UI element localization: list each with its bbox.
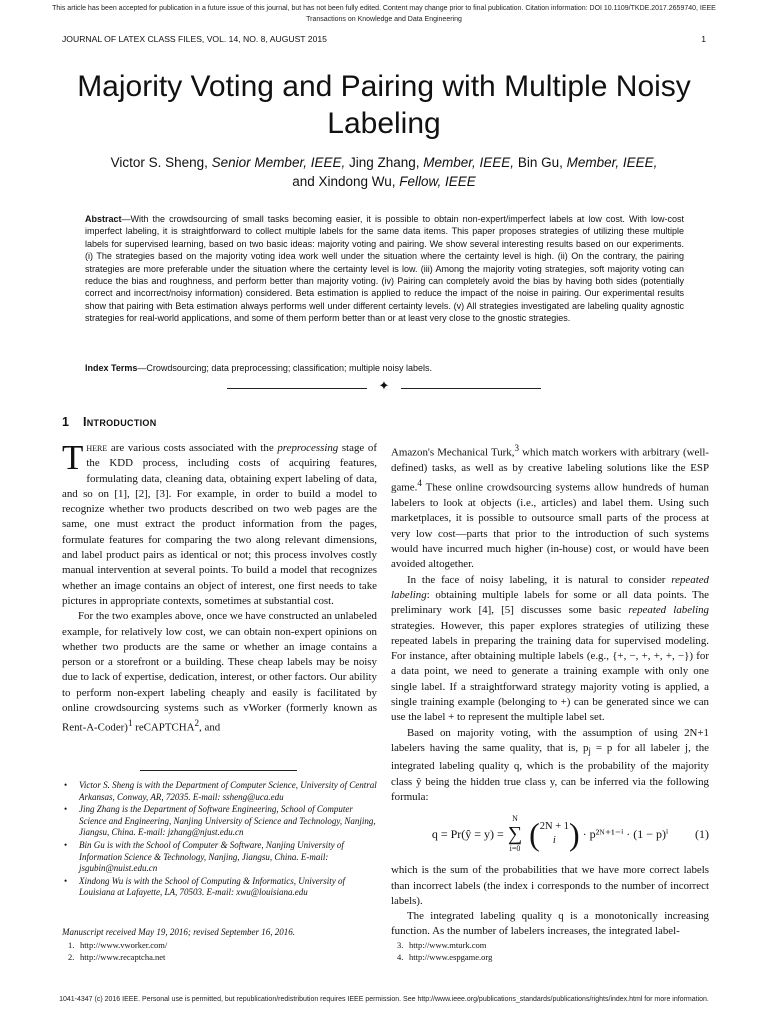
text-run: stage of the KDD process, including costs of acquiring features, formulating data, cleaning data, obtaining expert labeling of data, and so on [1], [2], [3]. For example, in order to build a model to recognize whether two products described on two web pages are the same, one must extract the product information from the pages, formulate features for comparing the two along relevant dimensions, and label product pairs as identical or not; this process involves costly manual intervention at several points. To build a model that recognizes whether an image contains an object of interest, one first needs to take pictures in appropriate contexts, sometimes at substantial cost. — [62, 442, 377, 607]
author-role: Fellow, IEEE — [399, 174, 476, 189]
author-name: and Xindong Wu, — [292, 174, 400, 189]
manuscript-dates: Manuscript received May 19, 2016; revised September 16, 2016. — [62, 927, 296, 937]
index-terms-label: Index Terms — [85, 363, 138, 373]
right-paren-icon: ) — [569, 816, 580, 853]
binomial-bottom: i — [552, 835, 556, 847]
author-line-2 — [60, 172, 708, 191]
section-number: 1 — [62, 415, 69, 429]
diamond-ornament-icon: ✦ — [378, 379, 390, 394]
abstract — [85, 213, 684, 325]
paper-title: Majority Voting and Pairing with Multiple Noisy Labeling — [77, 70, 691, 140]
footnote-item — [397, 952, 492, 964]
footnote-url[interactable]: http://www.espgame.org — [409, 951, 493, 962]
footnote-url[interactable]: http://www.vworker.com/ — [80, 940, 168, 950]
footnote-number: 2. — [68, 951, 75, 962]
footnote-url[interactable]: http://www.mturk.com — [409, 940, 487, 950]
text-run: In the face of noisy labeling, it is natural to consider — [407, 573, 672, 586]
footnote-mark: 4 — [417, 478, 422, 489]
footnotes-left — [68, 940, 167, 963]
emphasis: repeated labeling — [628, 604, 709, 617]
footnote-rule — [140, 770, 297, 771]
author-name: Victor S. Sheng, — [110, 155, 212, 170]
author-list — [60, 153, 708, 191]
subscript: j — [588, 746, 591, 757]
notice-line-2: Transactions on Knowledge and Data Engineering — [306, 16, 462, 23]
binomial-stack — [540, 820, 569, 848]
divider-line-left — [227, 388, 367, 389]
binomial-top: 2N + 1 — [539, 821, 570, 833]
footnote-number: 1. — [68, 940, 75, 950]
footnote-url[interactable]: http://www.recaptcha.net — [80, 951, 166, 962]
footnote-mark: 1 — [127, 718, 133, 729]
left-paren-icon: ( — [529, 816, 540, 853]
emphasis: repeated labeling — [391, 573, 709, 601]
author-name: Bin Gu, — [514, 155, 567, 170]
footnote-mark: 3 — [514, 443, 520, 453]
text-run: = p for all labeler j, the integrated labeling quality q, which is the probability of the majority class ŷ being the hidden true class y, can be inferred via the following formula: — [391, 741, 709, 803]
text-run: Amazon's Mechanical Turk, — [391, 446, 515, 459]
binomial — [529, 816, 580, 853]
sum-lower-limit: i=0 — [509, 844, 521, 854]
divider-line-right — [401, 388, 541, 389]
footnote-number: 3. — [397, 940, 404, 950]
text-run: reCAPTCHA — [132, 721, 195, 734]
text-run: , and — [199, 721, 221, 734]
text-run: Based on majority voting, with the assumption of using 2N+1 labelers having the same quality, that is, p — [391, 726, 709, 754]
equation — [391, 805, 709, 863]
footnote-item — [397, 940, 492, 952]
equation-number: (1) — [695, 826, 709, 841]
right-column — [391, 441, 709, 940]
text-run: These online crowdsourcing systems allow hundreds of human labelers to look at objects (i.e., articles) and label them. Using such marketplaces, it is possible to outsource small parts of the process at very low cost—parts that prior to the introduction of such systems would have incurred much higher (in-house) cost, or would have been avoided altogether. — [391, 481, 709, 571]
paragraph: The integrated labeling quality q is a monotonically increasing function. As the number of labelers increases, the integrated label- — [391, 910, 709, 938]
section-heading — [62, 415, 157, 429]
text-run: strategies. However, this paper explores strategies of utilizing these repeated labels in preparing the training data for supervised modeling. For instance, after obtaining multiple labels (e.g., {+, −, +, +, +, −}) for a data point, we need to generate a training example with only one single label. If a straightforward strategy majority voting is applied, a single training example (belonging to +) can be generated since we can use the label + to represent the multiple label set. — [391, 619, 709, 724]
text-run: which match workers with arbitrary (well-defined) tasks, as well as by creative labeling solutions like the ESP game. — [391, 446, 710, 494]
affiliations — [62, 780, 380, 900]
footnote-item — [68, 952, 167, 964]
affiliation-list — [62, 780, 380, 899]
section-title: Introduction — [82, 415, 157, 429]
paragraph — [62, 609, 377, 736]
equation-rhs: · p²ᴺ⁺¹⁻ⁱ · (1 − p)ⁱ — [582, 826, 669, 841]
paragraph — [391, 573, 709, 726]
footnote-mark: 2 — [194, 718, 200, 729]
abstract-label: Abstract — [85, 214, 122, 224]
text-run: For the two examples above, once we have constructed an unlabeled example, for relatively low cost, we can obtain non-expert opinions on whether two products are the same or whether an image contains a person or a storefront or a building. These cheap labels may be noisy due to lack of expertise, dedication, interest, or other factors. Our ability to perform non-expert labeling cheaply and easily is facilitated by online crowdsourcing systems such as vWorker (formerly known as Rent-A-Coder) — [62, 610, 377, 734]
sum-upper-limit: N — [512, 814, 518, 824]
equation-lhs: q = Pr(ŷ = y) = — [431, 826, 504, 841]
author-line-1 — [60, 153, 708, 172]
author-role: Member, IEEE, — [423, 155, 515, 170]
affiliation-item: • Bin Gu is with the School of Computer & Software, Nanjing University of Information Science & Technology, Nanjing, Jiangsu, China. E-mail: jsgubin@nuist.edu.cn — [62, 840, 380, 875]
paragraph — [391, 726, 709, 806]
author-role: Member, IEEE, — [566, 155, 658, 170]
footnote-item — [68, 940, 167, 952]
footnotes-right — [397, 940, 492, 963]
summation — [508, 814, 522, 854]
author-role: Senior Member, IEEE, — [211, 155, 346, 170]
notice-line-1: This article has been accepted for publication in a future issue of this journal, but has not been fully edited. Content may change prior to final publication. Citation information: DOI 10.1109/TKDE.2017.2659740, IEEE — [52, 5, 716, 12]
affiliation-item: • Jing Zhang is the Department of Software Engineering, School of Computer Science and Engineering, Nanjing University of Science and Technology, Nanjing, Jiangsu, China. E-mail: jzhang@njust.edu.cn — [62, 804, 380, 839]
publication-notice — [20, 3, 748, 25]
index-terms-text: —Crowdsourcing; data preprocessing; classification; multiple noisy labels. — [137, 363, 432, 373]
paragraph: which is the sum of the probabilities that we have more correct labels than incorrect labels (the index i corresponds to the number of incorrect labels). — [391, 864, 709, 907]
first-word: here — [86, 442, 108, 454]
emphasis: preprocessing — [277, 442, 339, 454]
running-head — [62, 34, 706, 44]
drop-cap: T — [62, 438, 84, 477]
text-run: : obtaining multiple labels for some or all data points. The preliminary work [4], [5] discusses some basic — [391, 588, 709, 617]
footnote-number: 4. — [397, 951, 404, 962]
index-terms — [85, 362, 684, 374]
author-name: Jing Zhang, — [345, 155, 424, 170]
paragraph — [391, 441, 709, 573]
paragraph — [62, 438, 377, 609]
left-column — [62, 438, 377, 736]
text-run: are various costs associated with the — [107, 442, 278, 454]
page-number: 1 — [701, 34, 706, 44]
abstract-text: —With the crowdsourcing of small tasks becoming easier, it is possible to obtain non-expert/imperfect labels at low cost. With low-cost imperfect labeling, it is straightforward to collect multiple labels for the same data items. This paper proposes strategies of utilizing these multiple labels for supervised learning, based on two basic ideas: majority voting and pairing. We show several interesting results based on our experiments. (i) The strategies based on the majority voting idea work well under the situation where the certainty level is high. (ii) On the contrary, the pairing strategies are more preferable under the situation where the certainty level is low. (iii) Among the majority voting strategies, soft majority voting can reduce the bias and roughness, and perform better than majority voting. (iv) Pairing can completely avoid the bias by having both sides (potentially correct and incorrect/noisy information) considered. Beta estimation is applied to reduce the impact of the noise in pairing. Our experimental results show that pairing with Beta estimation always performs well under different certainty levels. (v) All strategies investigated are labeling quality agnostic strategies for real-world applications, and some of them perform better than or at least very close to the gnostic strategies. — [85, 214, 684, 324]
journal-name: JOURNAL OF LATEX CLASS FILES, VOL. 14, NO. 8, AUGUST 2015 — [62, 34, 327, 44]
section-divider — [227, 379, 541, 394]
sigma-icon: ∑ — [507, 823, 523, 846]
affiliation-item: • Victor S. Sheng is with the Department of Computer Science, University of Central Arkansas, Conway, AR, 72035. E-mail: ssheng@uca.edu — [62, 780, 380, 803]
affiliation-item: • Xindong Wu is with the School of Computing & Informatics, University of Louisiana at Lafayette, LA, 70503. E-mail: xwu@louisiana.edu — [62, 876, 380, 899]
copyright-notice: 1041-4347 (c) 2016 IEEE. Personal use is permitted, but republication/redistribution requires IEEE permission. See http://www.ieee.org/publications_standards/publications/rights/index.html for more information. — [59, 996, 709, 1003]
